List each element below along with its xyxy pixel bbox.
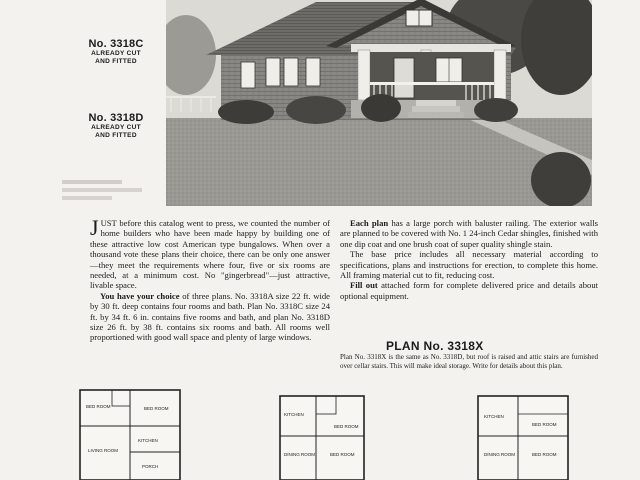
fp3-room-3: DINING ROOM (484, 452, 515, 457)
choice-paragraph (90, 291, 330, 343)
floor-plan-3318a (72, 386, 190, 480)
plan-3318c-label (56, 38, 176, 66)
fp2-room-4: BED ROOM (330, 452, 355, 457)
fp1-room-5: PORCH (142, 464, 159, 469)
choice-lead: You have your choice (100, 290, 180, 301)
plan-3318c-sub2: AND FITTED (95, 58, 137, 65)
intro-column (90, 215, 330, 343)
floor-plan-3318d (460, 386, 578, 480)
porch-lead: Each plan (350, 218, 389, 228)
fp3-room-2: BED ROOM (532, 422, 557, 427)
plan-3318x-description: Plan No. 3318X is the same as No. 3318D, but roof is raised and attic stairs are furnished over cellar stairs. This will make ideal storage. Write for details about this plan. (340, 353, 598, 370)
plan-3318c-sub1: ALREADY CUT (91, 50, 141, 57)
fp1-room-3: KITCHEN (138, 438, 158, 443)
plan-3318d-sub1: ALREADY CUT (91, 124, 141, 131)
bleed-through-marks (62, 178, 152, 218)
fp3-room-1: KITCHEN (484, 414, 504, 419)
porch-paragraph (340, 218, 598, 249)
floor-plan-3318c (262, 386, 380, 480)
intro-paragraph (90, 215, 330, 291)
fp2-room-3: DINING ROOM (284, 452, 315, 457)
fp1-room-4: LIVING ROOM (88, 448, 119, 453)
intro-text: UST before this catalog went to press, we counted the number of home builders who have been made happy by building one of these attractive low cost American type bungalows. When over a thousand vote these plans their choice, there can be only one answer—they meet the requirements where four, five or six rooms are needed, at a minimum cost. No "gingerbread"—just attractive, livable space. (90, 218, 330, 291)
plan-3318x-title: PLAN No. 3318X (386, 339, 484, 353)
fp3-room-4: BED ROOM (532, 452, 557, 457)
porch-text: has a large porch with baluster railing. The exterior walls are planned to be covered with No. 1 24-inch Cedar shingles, finished with one dip coat and one brush coat of super quality shingle stain. (340, 218, 598, 249)
plan-3318c-number: No. 3318C (88, 38, 144, 50)
choice-text: of three plans. No. 3318A size 22 ft. wide by 30 ft. deep contains four rooms and bath. Plan No. 3318C size 24 ft. by 34 ft. 6 in. contains five rooms and bath, and plan No. 3318D size 26 ft. by 38 ft. contains six rooms and bath. All rooms well proportioned with good wall space and plenty of large windows. (90, 290, 330, 343)
fp1-room-1: BED ROOM (144, 406, 169, 411)
fill-out-paragraph (340, 280, 598, 301)
plan-3318d-sub2: AND FITTED (95, 132, 137, 139)
fill-out-text: attached form for complete delivered price and details about optional equipment. (340, 280, 599, 301)
plan-3318d-label (56, 112, 176, 140)
fp2-room-2: BED ROOM (334, 424, 359, 429)
bungalow-photo (166, 0, 592, 206)
fill-out-lead: Fill out (350, 280, 378, 291)
base-price-paragraph: The base price includes all necessary material according to specifications, plans and instructions for erection, to complete this home. All framing material cut to fit, reducing cost. (340, 249, 598, 281)
plan-3318d-number: No. 3318D (88, 112, 144, 124)
fp1-room-2: BED ROOM (86, 404, 111, 409)
dropcap: J (90, 215, 99, 240)
details-column (340, 218, 598, 301)
fp2-room-1: KITCHEN (284, 412, 304, 417)
